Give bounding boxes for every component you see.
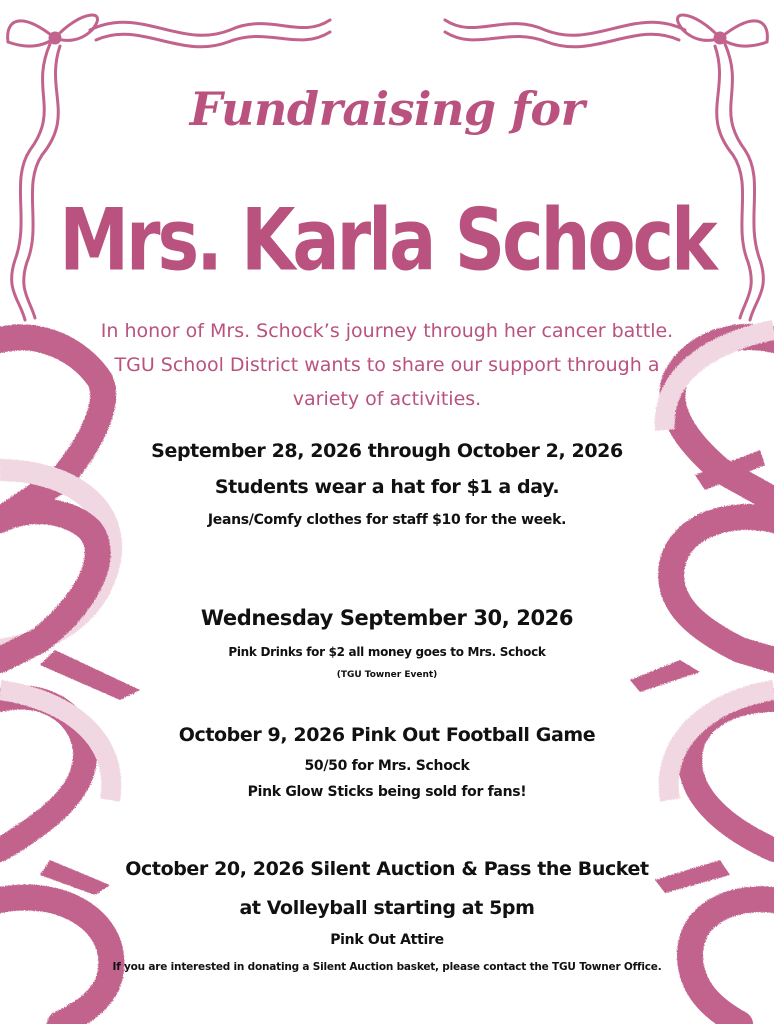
event2-date: Wednesday September 30, 2026: [200, 606, 574, 630]
event4-line1: Pink Out Attire: [330, 932, 444, 948]
event4-date-line2: at Volleyball starting at 5pm: [239, 897, 535, 919]
title-honoree: Mrs. Karla Schock: [59, 190, 715, 291]
event1-line2: Jeans/Comfy clothes for staff $10 for the week.: [207, 512, 567, 528]
title-fundraising: Fundraising for: [189, 82, 585, 136]
event1-line1: Students wear a hat for $1 a day.: [214, 476, 560, 498]
event3-date: October 9, 2026 Pink Out Football Game: [178, 724, 596, 746]
event4-date: October 20, 2026 Silent Auction & Pass the Bucket: [125, 858, 649, 880]
intro-text: In honor of Mrs. Schock’s journey through her cancer battle. TGU School District wants to share our support through a variety of activities.: [100, 320, 674, 410]
event2-line1: Pink Drinks for $2 all money goes to Mrs. Schock: [228, 645, 546, 659]
event3-line2: Pink Glow Sticks being sold for fans!: [247, 784, 527, 800]
event1-date: September 28, 2026 through October 2, 2026: [151, 440, 623, 462]
event4-contact: If you are interested in donating a Silent Auction basket, please contact the TGU Towner Office.: [112, 961, 662, 973]
event3-line1: 50/50 for Mrs. Schock: [304, 758, 470, 774]
event2-note: (TGU Towner Event): [336, 670, 438, 680]
